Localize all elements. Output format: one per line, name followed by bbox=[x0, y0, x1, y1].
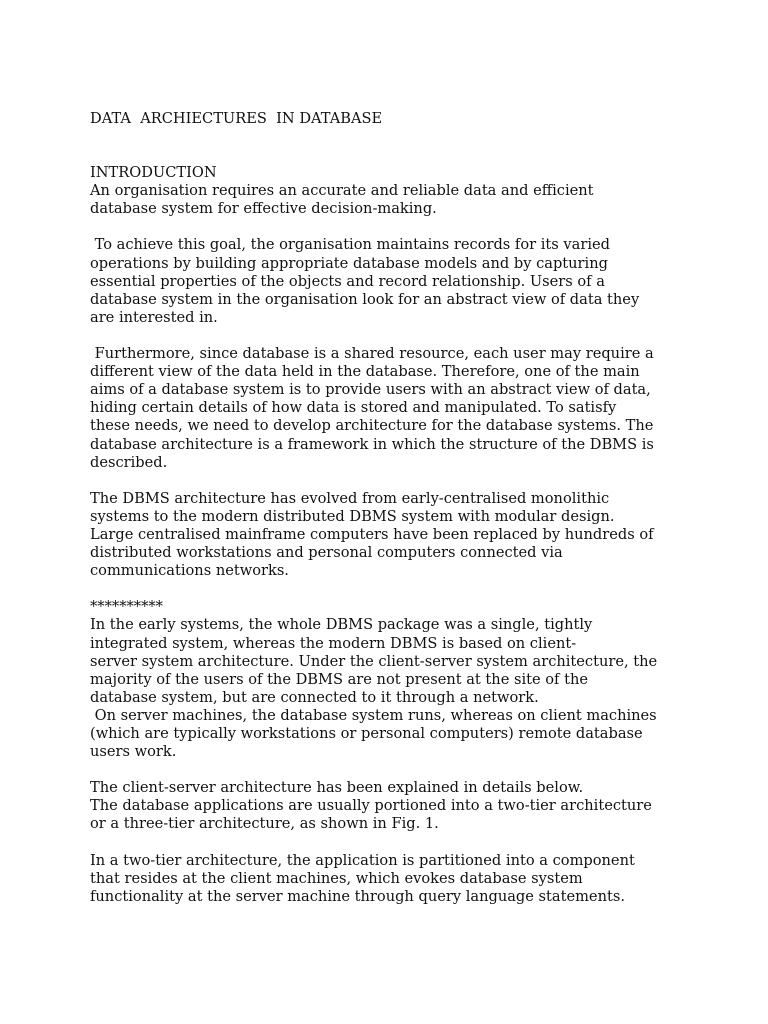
document-page bbox=[90, 110, 690, 906]
text-line: systems to the modern distributed DBMS system with modular design. bbox=[90, 507, 615, 525]
text-line: The database applications are usually portioned into a two-tier architecture bbox=[90, 797, 652, 815]
text-line: users work. bbox=[90, 743, 177, 761]
text-line: To achieve this goal, the organisation maintains records for its varied bbox=[90, 236, 610, 254]
text-line: aims of a database system is to provide users with an abstract view of data, bbox=[90, 381, 651, 399]
paragraph bbox=[90, 236, 690, 326]
text-line: different view of the data held in the database. Therefore, one of the main bbox=[90, 363, 640, 381]
paragraph-gap bbox=[90, 218, 690, 236]
text-line: Furthermore, since database is a shared resource, each user may require a bbox=[90, 345, 654, 363]
text-line: The client-server architecture has been explained in details below. bbox=[90, 779, 584, 797]
text-line: distributed workstations and personal computers connected via bbox=[90, 544, 563, 562]
document-title: DATA ARCHIECTURES IN DATABASE bbox=[90, 110, 383, 127]
section-heading: INTRODUCTION bbox=[90, 164, 217, 182]
paragraph bbox=[90, 490, 690, 580]
paragraph-gap bbox=[90, 472, 690, 490]
text-line: communications networks. bbox=[90, 562, 289, 580]
text-line: database system in the organisation look for an abstract view of data they bbox=[90, 290, 640, 308]
text-line: that resides at the client machines, which evokes database system bbox=[90, 869, 583, 887]
text-line: functionality at the server machine through query language statements. bbox=[90, 887, 625, 905]
paragraph bbox=[90, 182, 690, 218]
text-line: In a two-tier architecture, the application is partitioned into a component bbox=[90, 851, 635, 869]
text-line: server system architecture. Under the client-server system architecture, the bbox=[90, 652, 658, 670]
text-line: integrated system, whereas the modern DBMS is based on client- bbox=[90, 634, 577, 652]
paragraph bbox=[90, 345, 690, 472]
text-line: On server machines, the database system runs, whereas on client machines bbox=[90, 706, 657, 724]
text-line: An organisation requires an accurate and reliable data and efficient bbox=[90, 182, 594, 200]
text-line: these needs, we need to develop architecture for the database systems. The bbox=[90, 417, 654, 435]
text-line: database system, but are connected to it through a network. bbox=[90, 688, 539, 706]
text-line: hiding certain details of how data is stored and manipulated. To satisfy bbox=[90, 399, 617, 417]
text-line: Large centralised mainframe computers have been replaced by hundreds of bbox=[90, 525, 654, 543]
body-text bbox=[90, 182, 690, 906]
text-line: database system for effective decision-making. bbox=[90, 200, 437, 218]
text-line: ********** bbox=[90, 598, 163, 616]
paragraph-gap bbox=[90, 761, 690, 779]
paragraph bbox=[90, 598, 690, 761]
paragraph bbox=[90, 779, 690, 833]
text-line: The DBMS architecture has evolved from early-centralised monolithic bbox=[90, 489, 610, 507]
text-line: described. bbox=[90, 453, 168, 471]
text-line: database architecture is a framework in which the structure of the DBMS is bbox=[90, 435, 654, 453]
text-line: In the early systems, the whole DBMS package was a single, tightly bbox=[90, 616, 593, 634]
text-line: or a three-tier architecture, as shown in Fig. 1. bbox=[90, 815, 439, 833]
text-line: operations by building appropriate database models and by capturing bbox=[90, 254, 608, 272]
paragraph bbox=[90, 852, 690, 906]
spacer bbox=[90, 128, 690, 164]
paragraph-gap bbox=[90, 580, 690, 598]
text-line: (which are typically workstations or personal computers) remote database bbox=[90, 725, 643, 742]
text-line: majority of the users of the DBMS are not present at the site of the bbox=[90, 670, 588, 688]
paragraph-gap bbox=[90, 834, 690, 852]
paragraph-gap bbox=[90, 327, 690, 345]
text-line: are interested in. bbox=[90, 308, 218, 326]
text-line: essential properties of the objects and record relationship. Users of a bbox=[90, 272, 605, 290]
